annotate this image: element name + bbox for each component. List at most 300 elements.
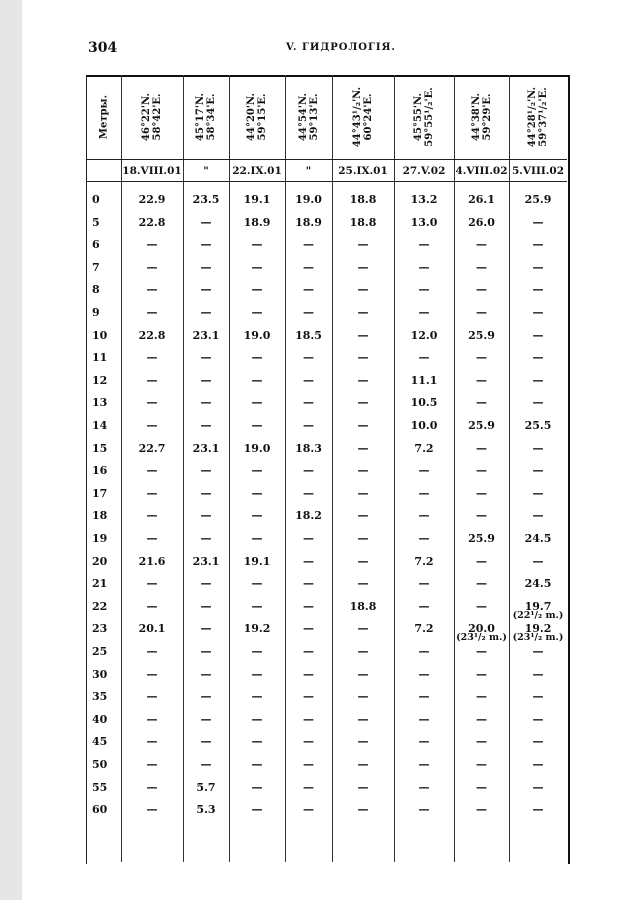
temperature-cell: — [418,238,430,252]
temperature-cell: — [476,645,487,658]
temperature-cell: — [200,599,212,613]
temperature-cell: 18.9 [295,215,322,229]
temperature-cell: 22.8 [138,328,166,342]
depth-value: 55 [92,780,108,794]
temperature-cell: 19.2 [243,622,271,636]
temperature-cell: — [532,758,544,771]
depth-value: 30 [92,667,108,681]
temperature-cell: — [357,396,369,410]
temperature-cell: 18.3 [295,441,322,455]
temperature-cell: — [357,712,369,726]
temperature-cell: — [200,351,212,365]
temperature-cell: — [303,554,314,568]
station-header-cell [454,77,509,157]
station-coordinates [527,87,549,147]
temperature-cell: 19.1 [243,554,271,568]
temperature-cell: 23.1 [192,441,220,455]
temperature-cell: — [200,758,212,771]
temperature-cell: 25.9 [468,328,495,342]
temperature-cell: — [357,622,369,636]
temperature-cell: — [476,396,487,410]
temperature-cell: — [418,667,430,681]
temperature-cell: — [146,351,158,365]
temperature-cell: — [303,260,314,274]
station-date: 18.VIII.01 [122,165,182,177]
temperature-cell: — [418,599,430,613]
temperature-cell: — [303,803,314,817]
depth-value: 8 [92,283,100,297]
temperature-cell: — [251,306,263,319]
temperature-cell: — [532,464,544,478]
temperature-cell: — [251,419,263,432]
temperature-cell: — [146,577,158,591]
header-rule [86,159,567,160]
temperature-cell: 26.0 [468,215,495,229]
temperature-cell: — [476,667,487,681]
station-date: " [203,165,209,177]
temperature-cell: — [146,532,158,545]
temperature-cell: — [418,351,430,365]
temperature-cell: 20.0 [468,622,495,636]
temperature-cell: — [303,758,314,771]
temperature-cell: — [532,509,544,523]
temperature-cell: — [146,396,158,410]
depth-value: 22 [92,599,108,613]
temperature-cell: 25.9 [468,419,495,432]
temperature-cell: — [418,306,430,319]
depth-note: (23¹/₂ m.) [456,632,507,644]
temperature-cell: 7.2 [414,441,434,455]
temperature-cell: — [532,351,544,365]
temperature-cell: — [251,690,263,704]
temperature-cell: 10.5 [410,396,438,410]
temperature-cell: 23.1 [192,554,220,568]
temperature-cell: — [251,260,263,274]
temperature-cell: 7.2 [414,622,434,636]
temperature-cell: — [532,780,544,794]
station-coordinates [141,93,163,141]
temperature-cell: — [532,645,544,658]
temperature-cell: — [418,509,430,523]
temperature-cell: 19.7 [524,599,552,613]
temperature-cell: — [146,712,158,726]
temperature-cell: 12.0 [410,328,438,342]
temperature-cell: 20.1 [138,622,166,636]
depth-value: 13 [92,396,108,410]
temperature-cell: — [200,577,212,591]
temperature-cell: — [476,306,487,319]
temperature-cell: — [200,373,212,387]
temperature-cell: — [532,215,544,229]
station-header-cell [394,77,454,157]
temperature-cell: — [476,554,487,568]
temperature-cell: — [251,758,263,771]
station-latitude: 44°43¹/₂'N. [352,86,363,148]
depth-value: 45 [92,735,108,749]
temperature-cell: — [303,645,314,658]
temperature-cell: — [200,532,212,545]
temperature-cell: 24.5 [524,577,552,591]
temperature-cell: — [303,486,314,500]
temperature-cell: — [200,667,212,681]
temperature-cell: — [532,803,544,817]
temperature-cell: — [418,758,430,771]
temperature-cell: — [357,645,369,658]
temperature-cell: — [476,283,487,297]
temperature-cell: — [532,260,544,274]
temperature-cell: — [532,554,544,568]
temperature-cell: 23.1 [192,328,220,342]
temperature-cell: — [357,758,369,771]
temperature-cell: — [303,373,314,387]
temperature-cell: — [251,238,263,252]
temperature-cell: — [303,532,314,545]
temperature-cell: — [303,690,314,704]
station-date: 4.VIII.02 [455,165,508,177]
station-date: 27.V.02 [402,165,446,177]
temperature-cell: 18.8 [349,193,377,206]
temperature-cell: — [251,373,263,387]
depth-note: (22¹/₂ m.) [512,609,564,621]
temperature-cell: — [418,283,430,297]
temperature-cell: — [532,328,544,342]
temperature-cell: — [476,464,487,478]
temperature-cell: 19.2 [524,622,552,636]
station-coordinates [195,93,217,141]
temperature-cell: — [251,712,263,726]
temperature-cell: 19.1 [243,193,271,206]
temperature-cell: — [251,803,263,817]
station-date: 25.IX.01 [338,165,388,177]
temperature-cell: — [146,283,158,297]
temperature-cell: — [200,735,212,749]
temperature-cell: — [303,351,314,365]
temperature-cell: — [146,464,158,478]
temperature-cell: — [200,464,212,478]
depth-value: 23 [92,622,108,636]
temperature-cell: — [532,373,544,387]
temperature-cell: — [357,532,369,545]
station-longitude: 59°29'E. [481,93,493,141]
temperature-cell: — [357,803,369,817]
temperature-cell: — [303,396,314,410]
temperature-cell: 11.1 [410,373,438,387]
temperature-cell: — [251,283,263,297]
temperature-cell: 19.0 [243,441,271,455]
depth-note: (23¹/₂ m.) [512,632,564,644]
temperature-cell: — [418,712,430,726]
temperature-cell: — [357,690,369,704]
temperature-cell: — [418,464,430,478]
temperature-cell: — [251,464,263,478]
station-header-cell [121,77,183,157]
temperature-cell: — [200,306,212,319]
temperature-cell: — [146,260,158,274]
temperature-cell: — [418,486,430,500]
station-coordinates [352,87,374,147]
station-latitude: 44°20'N. [246,93,257,141]
depth-value: 6 [92,238,100,252]
temperature-cell: — [357,419,369,432]
temperature-cell: — [357,441,369,455]
temperature-cell: — [357,464,369,478]
temperature-cell: — [251,599,263,613]
station-latitude: 45°17'N. [195,93,206,141]
temperature-cell: — [357,554,369,568]
station-longitude: 59°37¹/₂'E. [538,87,549,147]
temperature-cell: — [357,260,369,274]
temperature-cell: 25.9 [524,193,552,206]
temperature-cell: — [476,260,487,274]
depth-value: 15 [92,441,108,455]
temperature-cell: — [200,712,212,726]
depth-value: 19 [92,532,108,545]
temperature-cell: — [418,735,430,749]
temperature-cell: — [251,577,263,591]
temperature-cell: 19.0 [243,328,271,342]
station-latitude: 46°22'N. [141,93,152,141]
temperature-cell: — [532,712,544,726]
temperature-cell: — [303,667,314,681]
temperature-cell: — [532,283,544,297]
temperature-cell: — [303,306,314,319]
temperature-cell: — [476,238,487,252]
temperature-cell: 18.2 [295,509,322,523]
temperature-cell: — [146,373,158,387]
temperature-cell: — [146,735,158,749]
temperature-cell: — [251,735,263,749]
temperature-cell: — [357,577,369,591]
station-longitude: 59°15'E. [257,93,268,141]
temperature-cell: — [476,712,487,726]
depth-value: 21 [92,577,108,591]
temperature-cell: 25.9 [468,532,495,545]
depth-value: 10 [92,328,108,342]
temperature-cell: — [303,735,314,749]
depth-value: 25 [92,645,108,658]
temperature-cell: — [357,667,369,681]
temperature-cell: 21.6 [138,554,166,568]
temperature-cell: — [200,622,212,636]
temperature-cell: — [532,238,544,252]
temperature-cell: 18.8 [349,599,377,613]
station-header-cell [332,77,394,157]
date-row-rule [86,181,567,182]
temperature-cell: — [200,215,212,229]
temperature-cell: — [251,486,263,500]
depth-value: 9 [92,306,100,319]
depth-value: 12 [92,373,108,387]
temperature-cell: 18.5 [295,328,322,342]
station-latitude: 45°55'N. [413,93,424,141]
station-date: 22.IX.01 [232,165,282,177]
temperature-cell: — [418,780,430,794]
temperature-cell: 7.2 [414,554,434,568]
temperature-cell: — [357,306,369,319]
temperature-cell: — [146,486,158,500]
temperature-cell: — [357,486,369,500]
temperature-cell: 22.8 [138,215,166,229]
temperature-cell: — [303,622,314,636]
depth-value: 0 [92,193,100,206]
temperature-cell: — [200,238,212,252]
temperature-cell: — [303,419,314,432]
temperature-cell: — [251,532,263,545]
station-coordinates [471,93,493,141]
page-header [88,40,568,56]
depth-value: 7 [92,260,100,274]
temperature-cell: 24.5 [524,532,552,545]
depth-value: 50 [92,758,108,771]
temperature-cell: — [146,599,158,613]
temperature-cell: — [303,238,314,252]
temperature-cell: — [357,780,369,794]
temperature-cell: — [200,509,212,523]
temperature-cell: — [251,509,263,523]
station-latitude: 44°28¹/₂'N. [527,86,538,148]
temperature-cell: — [357,238,369,252]
temperature-cell: — [476,577,487,591]
temperature-cell: — [146,690,158,704]
depth-value: 18 [92,509,108,523]
depth-value: 16 [92,464,108,478]
temperature-cell: 5.7 [196,780,216,794]
temperature-cell: — [532,690,544,704]
temperature-cell: 23.5 [192,193,220,206]
station-longitude: 58°42'E. [152,93,163,141]
depth-value: 5 [92,215,100,229]
temperature-cell: — [146,509,158,523]
depth-value: 60 [92,803,108,817]
temperature-cell: — [476,373,487,387]
temperature-cell: — [532,735,544,749]
temperature-cell: — [146,758,158,771]
temperature-cell: — [303,780,314,794]
running-title: V. ГИДРОЛОГІЯ. [286,42,396,53]
station-header-cell [509,77,567,157]
depth-value: 14 [92,419,108,432]
temperature-cell: — [532,306,544,319]
temperature-cell: — [476,509,487,523]
temperature-cell: — [418,532,430,545]
temperature-cell: — [357,283,369,297]
temperature-cell: — [476,599,487,613]
temperature-cell: 10.0 [410,419,438,432]
temperature-cell: 18.8 [349,215,377,229]
depth-value: 11 [92,351,108,365]
temperature-cell: — [476,735,487,749]
temperature-cell: — [476,780,487,794]
depth-header: Метры. [98,94,109,140]
station-header-cell [183,77,229,157]
temperature-cell: — [532,486,544,500]
station-latitude: 44°54'N. [297,93,309,141]
temperature-cell: — [418,645,430,658]
temperature-cell: — [146,803,158,817]
station-coordinates [246,93,268,141]
station-header-cell [229,77,285,157]
station-longitude: 59°13'E. [308,93,320,141]
station-date: 5.VIII.02 [511,165,565,177]
temperature-cell: — [200,645,212,658]
temperature-cell: — [418,577,430,591]
station-coordinates [413,87,435,146]
temperature-cell: — [200,486,212,500]
page-number: 304 [88,40,118,56]
temperature-cell: — [251,396,263,410]
temperature-cell: — [418,260,430,274]
temperature-cell: — [476,690,487,704]
temperature-cell: — [357,509,369,523]
temperature-cell: — [200,396,212,410]
temperature-cell: — [146,645,158,658]
temperature-cell: — [357,328,369,342]
temperature-cell: — [251,645,263,658]
temperature-cell: — [303,283,314,297]
temperature-cell: — [476,441,487,455]
station-longitude: 60°24'E. [363,93,374,141]
temperature-cell: 25.5 [524,419,552,432]
temperature-cell: — [146,238,158,252]
temperature-cell: — [476,486,487,500]
temperature-cell: — [532,396,544,410]
temperature-cell: — [251,351,263,365]
temperature-cell: — [200,419,212,432]
temperature-cell: — [251,780,263,794]
temperature-cell: — [146,780,158,794]
temperature-cell: — [357,351,369,365]
temperature-cell: 13.2 [410,193,438,206]
depth-value: 35 [92,690,108,704]
temperature-cell: — [200,260,212,274]
station-date: " [305,165,312,177]
temperature-cell: — [357,735,369,749]
station-coordinates [298,93,320,141]
temperature-cell: 13.0 [410,215,438,229]
temperature-cell: — [303,599,314,613]
temperature-cell: 22.9 [138,193,166,206]
depth-value: 40 [92,712,108,726]
temperature-cell: — [476,803,487,817]
temperature-cell: — [532,441,544,455]
temperature-cell: — [200,283,212,297]
temperature-cell: 26.1 [468,193,495,206]
temperature-cell: 19.0 [295,193,322,206]
temperature-cell: — [146,419,158,432]
station-latitude: 44°38'N. [470,93,482,141]
temperature-cell: — [251,667,263,681]
temperature-cell: — [532,667,544,681]
temperature-cell: — [476,351,487,365]
hydrology-table [86,75,567,862]
temperature-cell: 18.9 [243,215,271,229]
temperature-cell: — [418,690,430,704]
depth-header-cell [86,77,121,157]
temperature-cell: — [146,306,158,319]
temperature-cell: — [418,803,430,817]
temperature-cell: — [303,577,314,591]
temperature-cell: 5.3 [196,803,216,817]
temperature-cell: — [146,667,158,681]
temperature-cell: — [476,758,487,771]
temperature-cell: 22.7 [138,441,166,455]
book-spine-edge [0,0,22,900]
station-longitude: 59°55¹/₂'E. [424,87,435,147]
temperature-cell: — [200,690,212,704]
depth-value: 20 [92,554,108,568]
depth-value: 17 [92,486,108,500]
station-longitude: 58°34'E. [206,93,217,141]
